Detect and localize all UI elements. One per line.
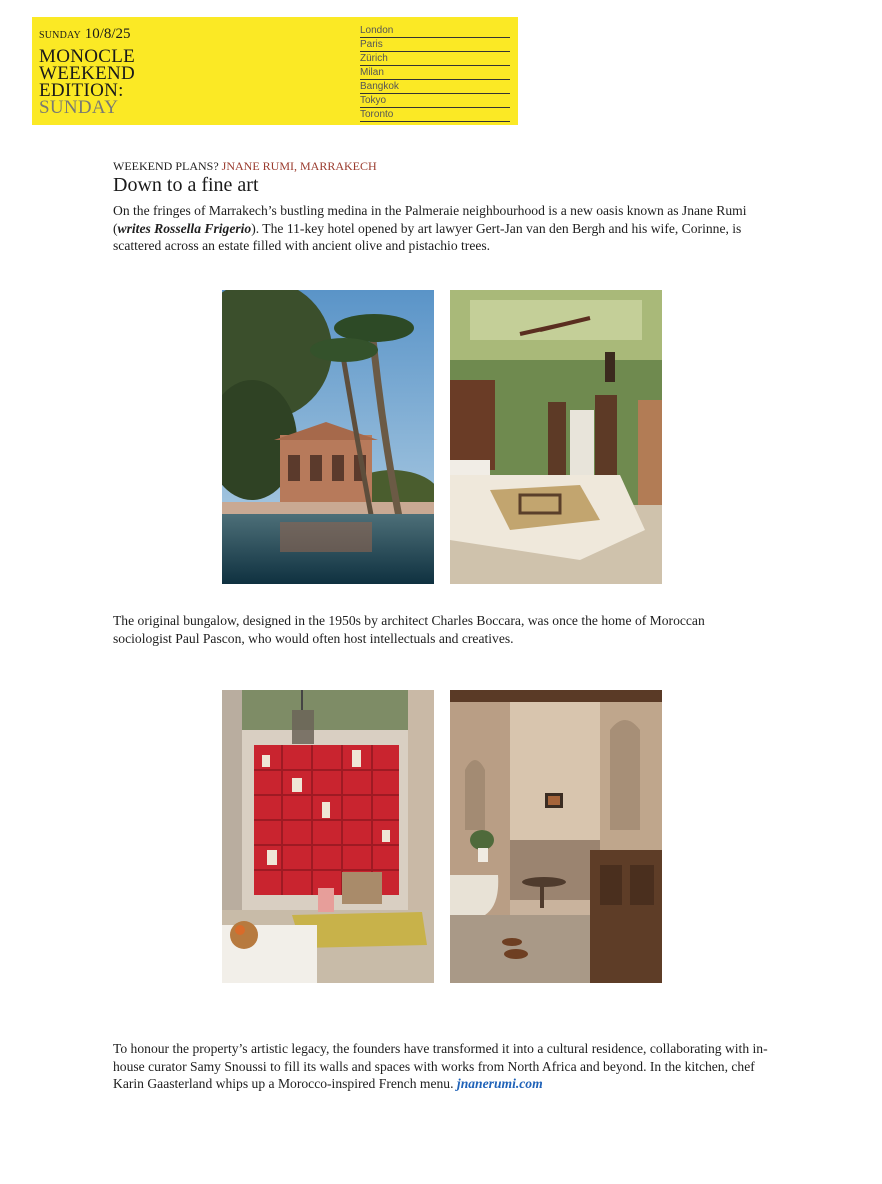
article-headline: Down to a fine art (113, 174, 259, 196)
green-bedroom-image (450, 290, 662, 584)
city-item: Toronto (360, 109, 510, 122)
masthead (32, 17, 518, 125)
masthead-title-line: MONOCLE (39, 46, 136, 67)
masthead-title (39, 48, 135, 116)
photo-bathroom (450, 690, 662, 983)
masthead-title-line: EDITION: (39, 80, 124, 101)
intro-text-after: ). The 11-key hotel opened by art lawyer Gert-Jan van den Bergh and his wife, Corinne, is scattered across an estate filled with ancient olive and pistachio trees. (113, 220, 742, 253)
bungalow-paragraph: The original bungalow, designed in the 1950s by architect Charles Boccara, was once the home of Moroccan sociologist Paul Pascon, who would often host intellectuals and creatives. (113, 613, 705, 646)
masthead-title-sub: SUNDAY (39, 97, 119, 118)
photo-red-shelf-lounge (222, 690, 434, 983)
bathroom-image (450, 690, 662, 983)
website-link[interactable]: jnanerumi.com (456, 1076, 543, 1091)
byline: writes Rossella Frigerio (117, 220, 252, 236)
city-item: Milan (360, 67, 510, 80)
red-shelf-lounge-image (222, 690, 434, 983)
masthead-title-line: WEEKEND (39, 63, 136, 84)
city-list (360, 25, 510, 123)
kicker-location: JNANE RUMI, MARRAKECH (221, 159, 377, 173)
photo-pool-villa (222, 290, 434, 584)
city-item: London (360, 25, 510, 38)
pool-villa-image (222, 290, 434, 584)
photo-green-bedroom (450, 290, 662, 584)
legacy-paragraph (113, 1040, 773, 1093)
city-item: Tokyo (360, 95, 510, 108)
intro-text-before: On the fringes of Marrakech’s bustling medina in the Palmeraie neighbourhood is a new oasis known as Jnane Rumi ( (113, 203, 747, 236)
city-item: Zürich (360, 53, 510, 66)
issue-date (39, 26, 131, 43)
issue-date-value: 10/8/25 (84, 26, 131, 42)
legacy-text: To honour the property’s artistic legacy, the founders have transformed it into a cultural residence, collaborating with in-house curator Samy Snoussi to fill its walls and spaces with works from North Africa and beyond. In the kitchen, chef Karin Gaasterland whips up a Morocco-inspired French menu. (113, 1041, 768, 1091)
city-item: Bangkok (360, 81, 510, 94)
article-kicker (113, 159, 377, 174)
intro-paragraph (113, 202, 773, 255)
city-item: Paris (360, 39, 510, 52)
kicker-prefix: WEEKEND PLANS? (113, 159, 219, 173)
issue-day: SUNDAY (39, 30, 81, 41)
